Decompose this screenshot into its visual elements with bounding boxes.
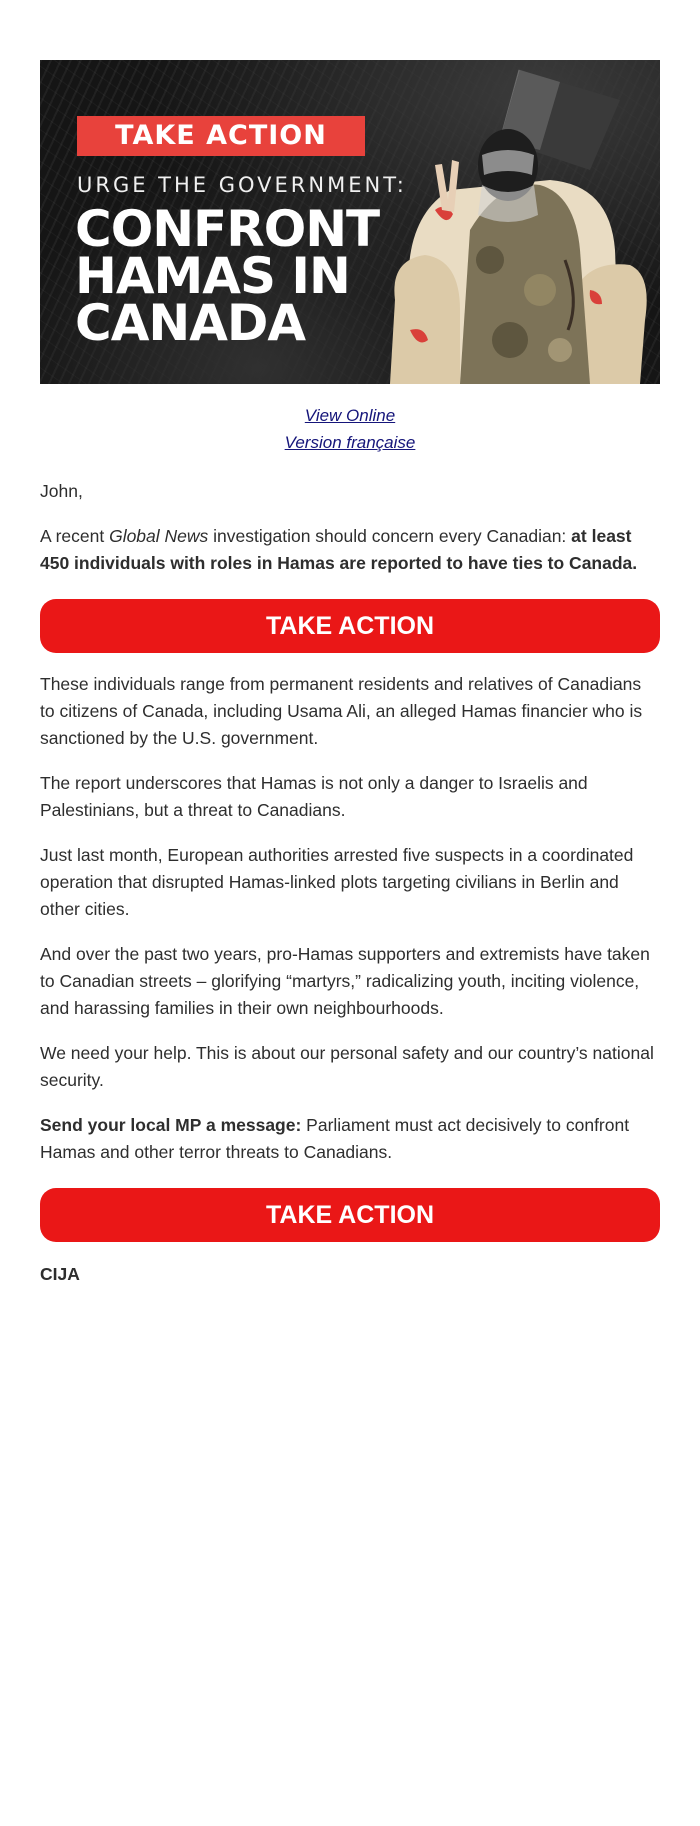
- hero-take-action-badge: TAKE ACTION: [77, 116, 365, 156]
- hero-headline-line: CONFRONT: [75, 200, 380, 258]
- call-to-action-text: [40, 1112, 660, 1166]
- body-paragraph: These individuals range from permanent residents and relatives of Canadians to citizens of Canada, including Usama Ali, an alleged Hamas financier who is sanctioned by the U.S. government.: [40, 674, 643, 748]
- hero-headline-line: CANADA: [75, 294, 306, 352]
- intro-middle: investigation should concern every Canadian:: [208, 526, 572, 546]
- body-paragraph: And over the past two years, pro-Hamas supporters and extremists have taken to Canadian streets – glorifying “martyrs,” radicalizing youth, inciting violence, and harassing families in their own neighbourhoods.: [40, 944, 650, 1018]
- intro-prefix: A recent: [40, 526, 110, 546]
- french-version-link[interactable]: Version française: [284, 433, 416, 452]
- intro-highlight: at least 450 individuals with roles in Hamas are reported to have ties to Canada.: [40, 526, 638, 573]
- hero-headline: [75, 200, 380, 352]
- intro-paragraph: [40, 523, 660, 577]
- greeting: John,: [40, 481, 83, 501]
- call-lead: Send your local MP a message:: [40, 1115, 302, 1135]
- body-paragraph: Just last month, European authorities arrested five suspects in a coordinated operation that disrupted Hamas-linked plots targeting civilians in Berlin and other cities.: [40, 845, 634, 919]
- take-action-button[interactable]: TAKE ACTION: [40, 599, 660, 653]
- view-online-link[interactable]: View Online: [304, 406, 396, 425]
- body-paragraph: We need your help. This is about our personal safety and our country’s national security.: [40, 1043, 654, 1090]
- take-action-button-bottom[interactable]: TAKE ACTION: [40, 1188, 660, 1242]
- email-body: [40, 60, 660, 1285]
- protester-photo: [390, 60, 660, 384]
- hero-kicker: URGE THE GOVERNMENT:: [77, 173, 407, 197]
- header-links: [40, 402, 660, 456]
- signature: CIJA: [40, 1264, 80, 1284]
- hero-banner[interactable]: [40, 60, 660, 384]
- body-paragraph: The report underscores that Hamas is not only a danger to Israelis and Palestinians, but a threat to Canadians.: [40, 773, 588, 820]
- call-text: Parliament must act decisively to confront Hamas and other terror threats to Canadians.: [40, 1115, 630, 1162]
- hero-headline-line: HAMAS IN: [75, 247, 350, 305]
- news-source: Global News: [109, 526, 209, 546]
